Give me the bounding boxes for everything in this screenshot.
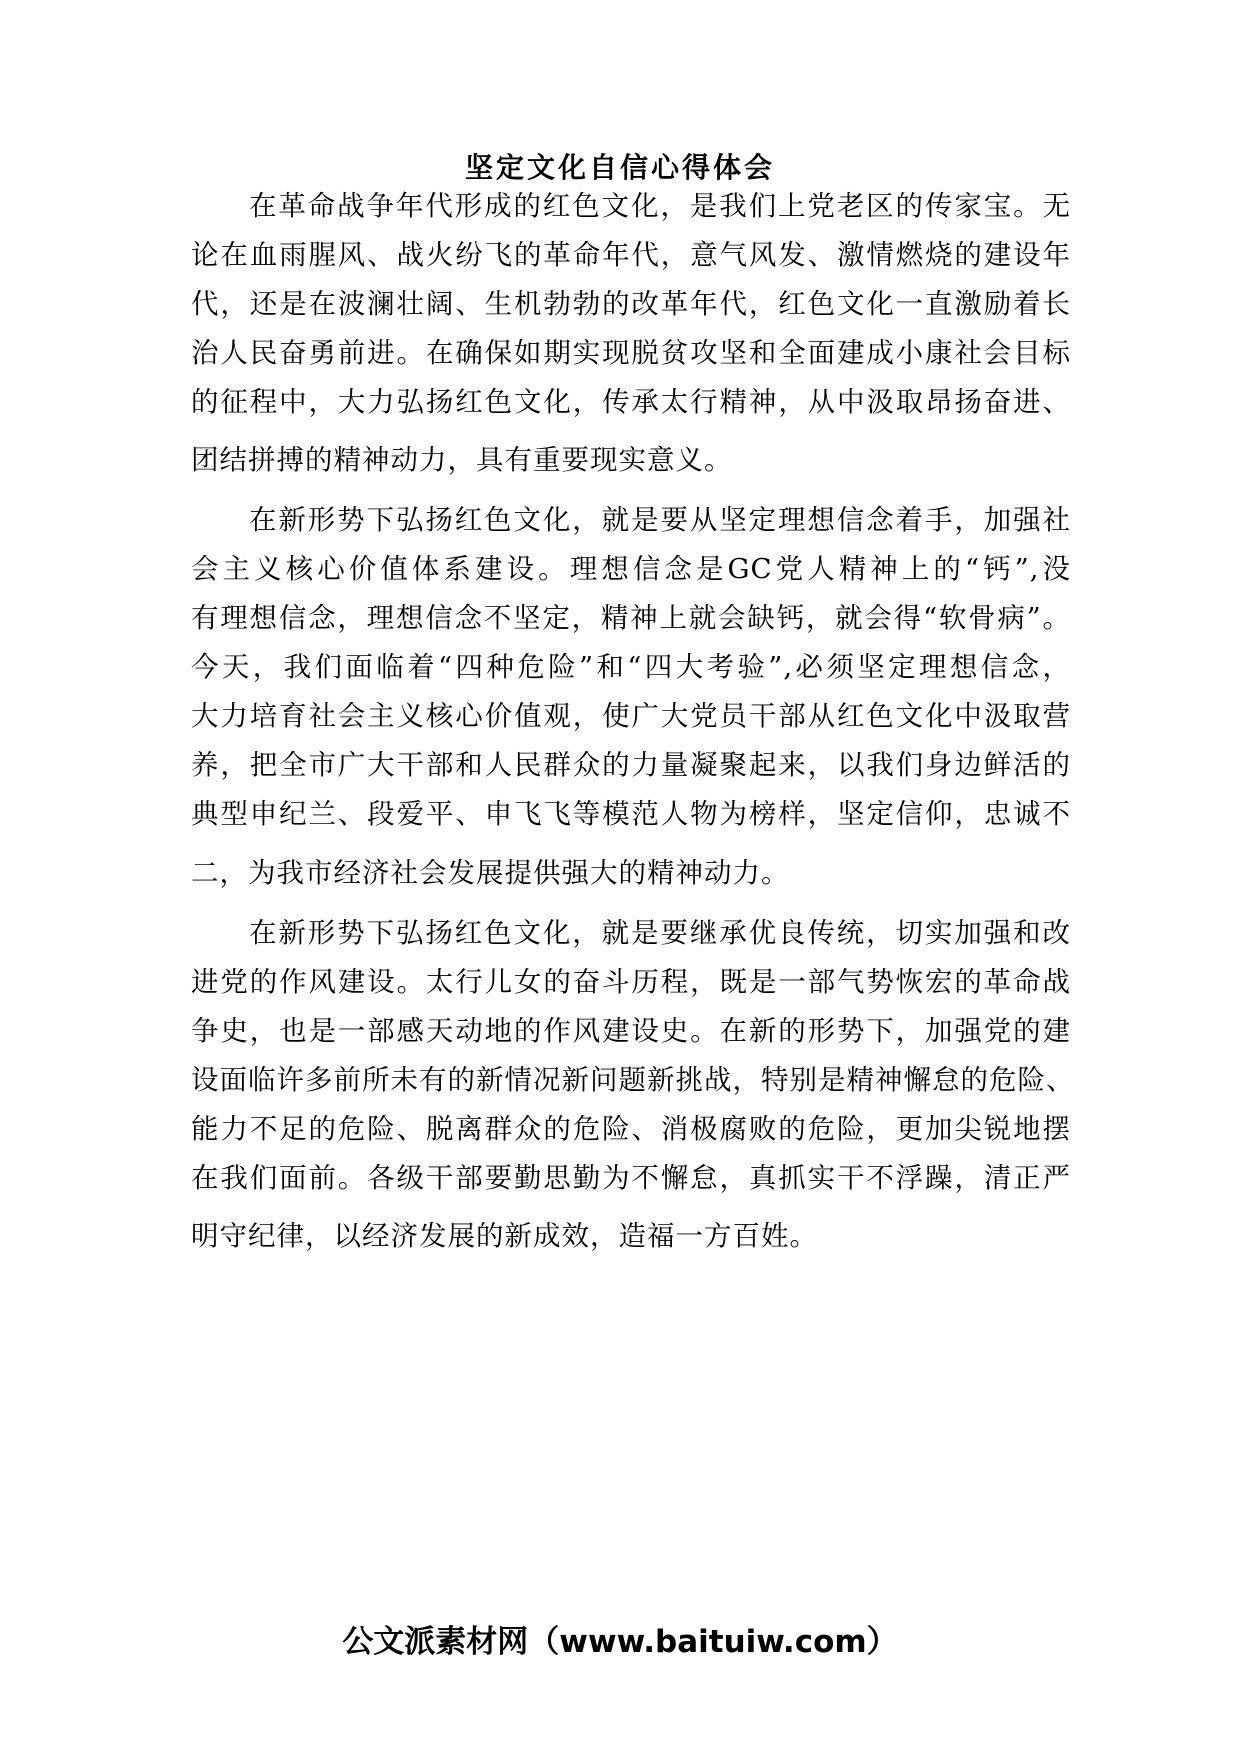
paragraph-line: 在新形势下弘扬红色文化，就是要从坚定理想信念着手，加强社 [249,504,1071,536]
site-footer-watermark: 公文派素材网（www.baituiw.com） [342,1624,898,1660]
paragraph-line: 能力不足的危险、脱离群众的危险、消极腐败的危险，更加尖锐地摆 [191,1113,1071,1145]
document-title: 坚定文化自信心得体会 [464,151,775,184]
paragraph-line: 在我们面前。各级干部要勤思勤为不懈怠，真抓实干不浮躁，清正严 [191,1162,1071,1194]
paragraph-line: 典型申纪兰、段爱平、申飞飞等模范人物为榜样，坚定信仰，忠诚不 [191,798,1071,830]
paragraph-line: 团结拼搏的精神动力，具有重要现实意义。 [191,444,733,476]
paragraph-line: 会主义核心价值体系建设。理想信念是GC党人精神上的“钙”,没 [191,553,1071,585]
paragraph-line: 明守纪律，以经济发展的新成效，造福一方百姓。 [191,1220,818,1252]
paragraph-line: 治人民奋勇前进。在确保如期实现脱贫攻坚和全面建成小康社会目标 [191,337,1071,369]
paragraph-line: 在革命战争年代形成的红色文化，是我们上党老区的传家宝。无 [249,190,1071,222]
paragraph-line: 今天，我们面临着“四种危险”和“四大考验”,必须坚定理想信念， [191,651,1071,683]
paragraph-line: 进党的作风建设。太行儿女的奋斗历程，既是一部气势恢宏的革命战 [191,966,1071,998]
paragraph-line: 养，把全市广大干部和人民群众的力量凝聚起来，以我们身边鲜活的 [191,749,1071,781]
paragraph-line: 大力培育社会主义核心价值观，使广大党员干部从红色文化中汲取营 [191,700,1071,732]
paragraph-line: 有理想信念，理想信念不坚定，精神上就会缺钙，就会得“软骨病”。 [191,602,1071,634]
paragraph-line: 在新形势下弘扬红色文化，就是要继承优良传统，切实加强和改 [249,917,1071,949]
paragraph-line: 二，为我市经济社会发展提供强大的精神动力。 [191,857,790,889]
paragraph-line: 论在血雨腥风、战火纷飞的革命年代，意气风发、激情燃烧的建设年 [191,239,1071,271]
paragraph-line: 争史，也是一部感天动地的作风建设史。在新的形势下，加强党的建 [191,1015,1071,1047]
paragraph-line: 设面临许多前所未有的新情况新问题新挑战，特别是精神懈怠的危险、 [191,1064,1075,1096]
paragraph-line: 的征程中，大力弘扬红色文化，传承太行精神，从中汲取昂扬奋进、 [191,386,1071,418]
paragraph-line: 代，还是在波澜壮阔、生机勃勃的改革年代，红色文化一直激励着长 [191,288,1071,320]
